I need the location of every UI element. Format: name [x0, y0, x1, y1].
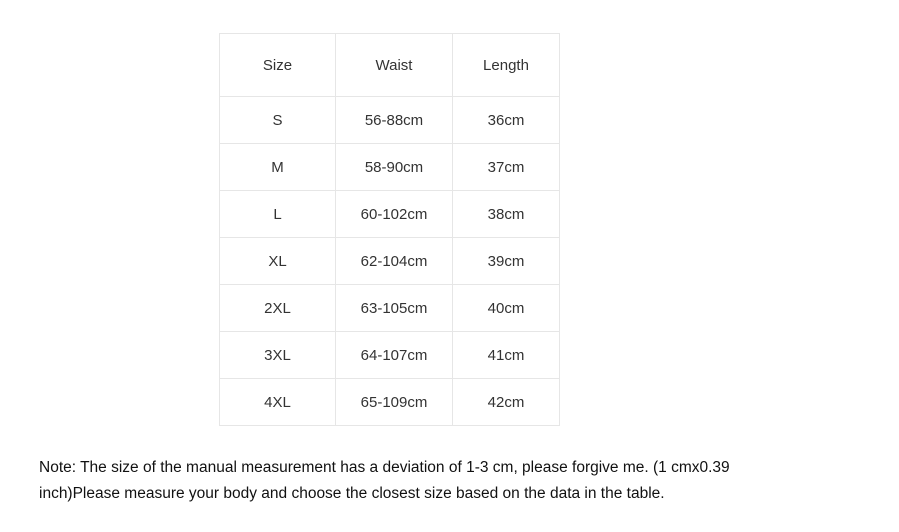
waist-cell: 64-107cm: [336, 332, 453, 379]
table-row: [220, 379, 560, 426]
size-cell: 2XL: [220, 285, 336, 332]
size-cell: 3XL: [220, 332, 336, 379]
waist-cell: 58-90cm: [336, 144, 453, 191]
size-cell: S: [220, 97, 336, 144]
table-row: [220, 332, 560, 379]
waist-cell: 56-88cm: [336, 97, 453, 144]
header-waist: Waist: [336, 34, 453, 97]
size-cell: 4XL: [220, 379, 336, 426]
table-row: [220, 97, 560, 144]
table-row: [220, 285, 560, 332]
size-cell: M: [220, 144, 336, 191]
length-cell: 37cm: [453, 144, 560, 191]
length-cell: 42cm: [453, 379, 560, 426]
waist-cell: 62-104cm: [336, 238, 453, 285]
size-cell: L: [220, 191, 336, 238]
note-line-1: Note: The size of the manual measurement has a deviation of 1-3 cm, please forgive me. (1 cmx0.39: [39, 459, 730, 476]
length-cell: 40cm: [453, 285, 560, 332]
header-length: Length: [453, 34, 560, 97]
waist-cell: 60-102cm: [336, 191, 453, 238]
length-cell: 39cm: [453, 238, 560, 285]
size-chart-table: [219, 33, 560, 426]
length-cell: 41cm: [453, 332, 560, 379]
table-row: [220, 191, 560, 238]
note-line-2: inch)Please measure your body and choose the closest size based on the data in the table.: [39, 485, 665, 502]
waist-cell: 63-105cm: [336, 285, 453, 332]
size-cell: XL: [220, 238, 336, 285]
table-row: [220, 238, 560, 285]
table-row: [220, 144, 560, 191]
waist-cell: 65-109cm: [336, 379, 453, 426]
table-header-row: [220, 34, 560, 97]
length-cell: 38cm: [453, 191, 560, 238]
header-size: Size: [220, 34, 336, 97]
length-cell: 36cm: [453, 97, 560, 144]
measurement-note: [39, 455, 839, 507]
